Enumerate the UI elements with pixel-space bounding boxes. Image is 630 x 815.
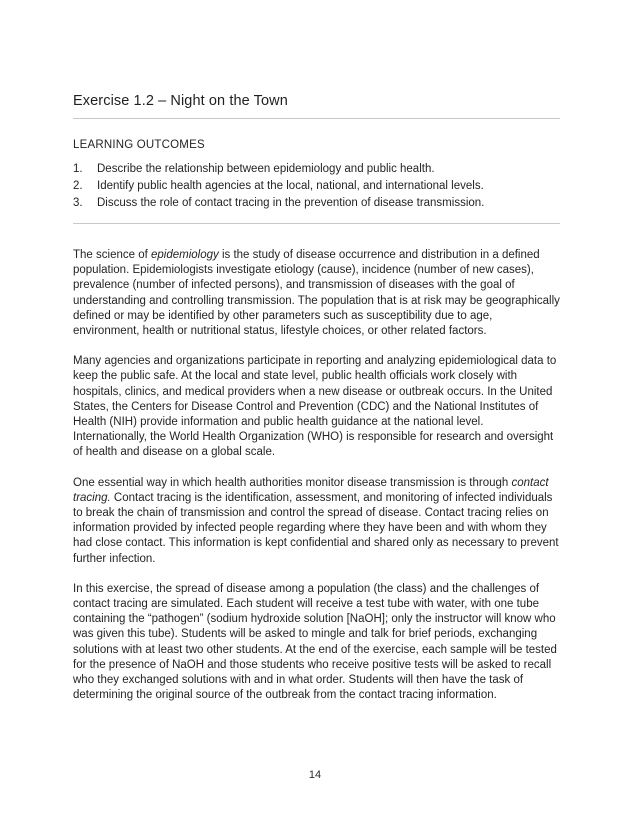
list-item-number: 3. [73, 197, 83, 209]
list-item-number: 1. [73, 163, 83, 175]
paragraph [73, 354, 560, 460]
italic-run: contact tracing. [73, 476, 549, 504]
paragraph [73, 248, 560, 339]
text-run: Contact tracing is the identification, assessment, and monitoring of infected individuals to break the chain of transmission and control the spread of disease. Contact tracing relies on information provided by infected people regarding where they have been and with whom they had close contact. This information is kept confidential and shared only as necessary to prevent further infection. [73, 491, 559, 565]
paragraph [73, 476, 560, 567]
list-item-number: 2. [73, 180, 83, 192]
body-text [73, 248, 560, 703]
list-item-text: Identify public health agencies at the local, national, and international levels. [97, 180, 484, 192]
list-item-text: Describe the relationship between epidemiology and public health. [97, 163, 435, 175]
text-run: One essential way in which health authorities monitor disease transmission is through [73, 476, 512, 489]
document-content [73, 0, 560, 718]
title-divider [73, 118, 560, 119]
paragraph [73, 582, 560, 704]
text-run: In this exercise, the spread of disease among a population (the class) and the challenges of contact tracing are simulated. Each student will receive a test tube with water, with one tube containing the “pathogen” (sodium hydroxide solution [NaOH]; only the instructor will know who was given this tube). Students will be asked to mingle and talk for brief periods, exchanging solutions with at least two other students. At the end of the exercise, each sample will be tested for the presence of NaOH and those students who receive positive tests will be asked to recall who they exchanged solutions with and in what order. Students will then have the task of determining the original source of the outbreak from the contact tracing information. [73, 582, 557, 702]
page-number: 14 [308, 769, 322, 781]
list-item [73, 178, 560, 195]
list-item [73, 195, 560, 212]
text-run: is the study of disease occurrence and distribution in a defined population. Epidemiologists investigate etiology (cause), incidence (number of new cases), prevalence (number of infected persons), and transmission of diseases with the goal of understanding and controlling transmission. The population that is at risk may be geographically defined or may be identified by other parameters such as susceptibility due to age, environment, health or nutritional status, lifestyle choices, or other related factors. [73, 249, 560, 338]
list-item [73, 161, 560, 178]
section-divider [73, 223, 560, 224]
learning-outcomes-list [73, 161, 560, 212]
text-run: The science of [73, 249, 151, 261]
text-run: Many agencies and organizations participate in reporting and analyzing epidemiological data to keep the public safe. At the local and state level, public health officials work closely with hospitals, clinics, and medical providers when a new disease or outbreak occurs. In the United States, the Centers for Disease Control and Prevention (CDC) and the National Institutes of Health (NIH) provide information and public health guidance at the national level. Internationally, the World Health Organization (WHO) is responsible for research and oversight of health and disease on a global scale. [73, 355, 557, 459]
page-title: Exercise 1.2 – Night on the Town [73, 93, 288, 109]
list-item-text: Discuss the role of contact tracing in the prevention of disease transmission. [97, 197, 485, 209]
learning-outcomes-heading: LEARNING OUTCOMES [73, 139, 205, 151]
italic-run: epidemiology [150, 249, 219, 261]
